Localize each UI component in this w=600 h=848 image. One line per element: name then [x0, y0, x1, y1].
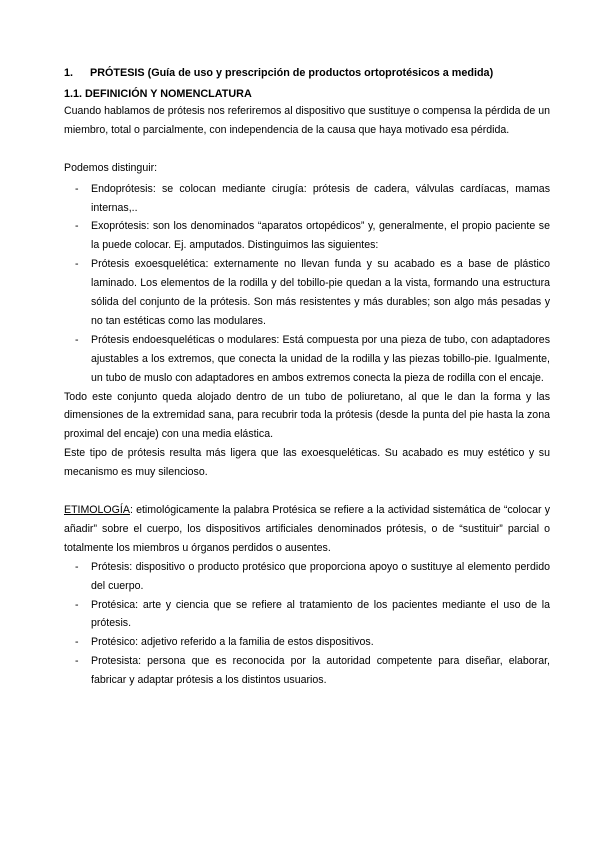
list-item: - Prótesis exoesquelética: externamente no llevan funda y su acabado es a base de plástico laminado. Los elementos de la rodilla y del tobillo-pie quedan a la vista, formando una estructura sólida del conjunto de la prótesis. Son más resistentes y más durables; son algo más pesadas y no tan estéticas como las modulares. — [64, 255, 550, 331]
types-list — [64, 180, 550, 388]
terms-list — [64, 558, 550, 690]
distinguish-paragraph: Podemos distinguir: — [64, 161, 158, 174]
ligera-paragraph: Este tipo de prótesis resulta más ligera que las exoesqueléticas. Su acabado es muy estético y su mecanismo es muy silencioso. — [64, 447, 550, 479]
intro-paragraph: Cuando hablamos de prótesis nos referiremos al dispositivo que sustituye o compensa la pérdida de un miembro, total o parcialmente, con independencia de la causa que haya motivado esa pérdida. — [64, 105, 550, 136]
conjunto-paragraph: Todo este conjunto queda alojado dentro de un tubo de poliuretano, al que le dan la forma y las dimensiones de la extremidad sana, para recubrir toda la prótesis (desde la punta del pie hasta la zona proximal del encaje) con una media elástica. — [64, 390, 550, 441]
list-item: - Protésica: arte y ciencia que se refiere al tratamiento de los pacientes mediante el uso de la prótesis. — [64, 596, 550, 634]
list-item: - Prótesis endoesqueléticas o modulares: Está compuesta por una pieza de tubo, con adaptadores ajustables a los extremos, que conecta la unidad de la rodilla y las piezas tobillo-pie. Igualmente, un tubo de muslo con adaptadores en ambos extremos conecta la pieza de rodilla con el encaje. — [64, 331, 550, 388]
list-item: - Protésico: adjetivo referido a la familia de estos dispositivos. — [64, 633, 550, 652]
list-item: - Exoprótesis: son los denominados “aparatos ortopédicos” y, generalmente, el propio paciente se la puede colocar. Ej. amputados. Distinguimos las siguientes: — [64, 217, 550, 255]
etymology-label: ETIMOLOGÍA — [64, 504, 130, 516]
document-page — [64, 66, 550, 690]
list-item: - Protesista: persona que es reconocida por la autoridad competente para diseñar, elaborar, fabricar y adaptar prótesis a los distintos usuarios. — [64, 652, 550, 690]
etymology-text: : etimológicamente la palabra Protésica se refiere a la actividad sistemática de “colocar y añadir” sobre el cuerpo, los dispositivos artificiales denominados prótesis, o de “sustituir” parcial o totalmente los miembros u órganos perdidos o ausentes. — [64, 504, 550, 554]
section-title: PRÓTESIS (Guía de uso y prescripción de productos ortoprotésicos a medida) — [90, 67, 494, 79]
section-heading — [64, 66, 550, 81]
section-number: 1. — [64, 67, 74, 79]
list-item: - Prótesis: dispositivo o producto protésico que proporciona apoyo o sustituye al elemento perdido del cuerpo. — [64, 558, 550, 596]
subsection-heading: 1.1. DEFINICIÓN Y NOMENCLATURA — [64, 88, 252, 100]
etymology-paragraph — [64, 501, 550, 558]
list-item: - Endoprótesis: se colocan mediante cirugía: prótesis de cadera, válvulas cardíacas, mamas internas,.. — [64, 180, 550, 218]
